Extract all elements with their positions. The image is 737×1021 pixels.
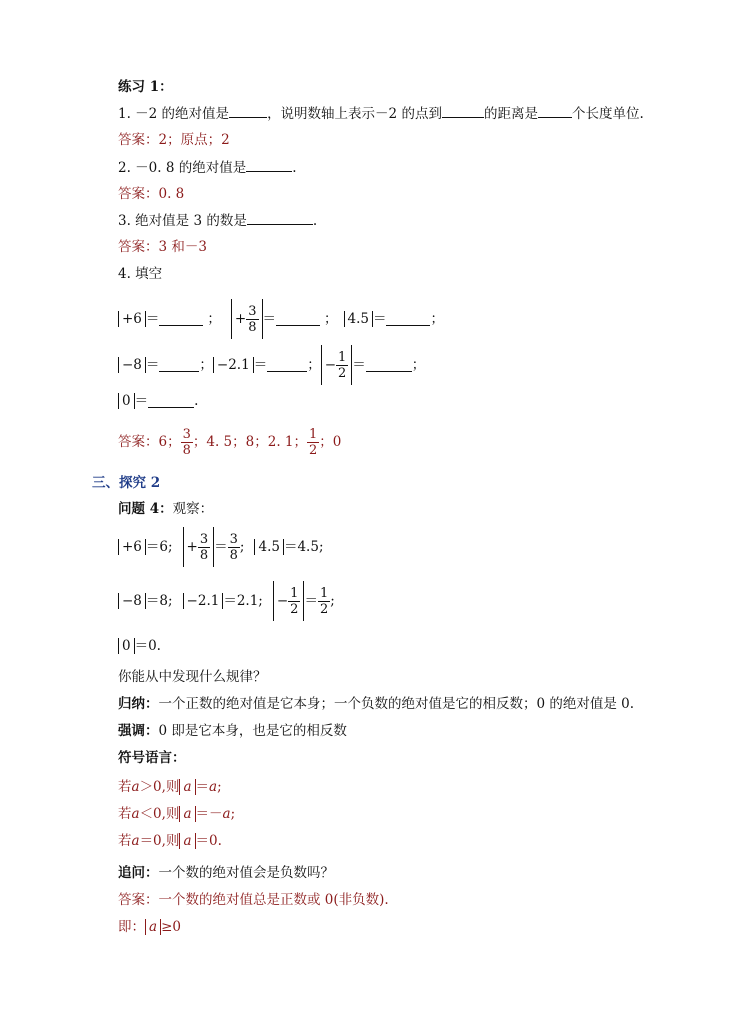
observe-value-4: 8; — [159, 593, 173, 609]
var-a: a — [222, 806, 231, 822]
emphasis — [118, 722, 347, 740]
fill-blank-4 — [159, 358, 199, 372]
equals-sign: ＝ — [372, 311, 387, 327]
semicolon: ； — [430, 311, 444, 327]
q1-text-d: 个长度单位. — [571, 106, 644, 122]
q2-period: . — [292, 160, 297, 176]
q3-text: 3. 绝对值是 3 的数是 — [118, 213, 247, 229]
fill-expr-3: 4.5 — [344, 311, 373, 327]
fill-blank-1 — [159, 312, 203, 326]
observe-expr-2 — [183, 527, 215, 567]
denominator: 2 — [309, 442, 318, 458]
symbol-rule-1 — [118, 778, 222, 796]
q2-text: 2. －0. 8 的绝对值是 — [118, 160, 247, 176]
q2-blank — [246, 158, 292, 172]
fraction — [198, 532, 210, 563]
denominator: 8 — [199, 547, 209, 563]
fill-blank-3 — [386, 312, 430, 326]
summary — [118, 695, 634, 713]
symbol-rule-2 — [118, 805, 235, 823]
equals-sign: ＝ — [134, 638, 149, 654]
observe-expr-1: +6 — [118, 539, 146, 555]
fill-expr-6 — [321, 345, 353, 385]
condition: ＝0,则 — [139, 833, 180, 849]
denominator: 2 — [290, 601, 299, 617]
question-2 — [118, 158, 297, 177]
q1-text-c: 的距离是 — [483, 106, 538, 122]
observe-value-6 — [318, 586, 330, 617]
equals-sign: ＝ — [223, 593, 237, 609]
fill-row-1 — [118, 296, 444, 342]
problem-text: 观察： — [172, 501, 214, 517]
sign: − — [324, 357, 336, 373]
therefore-label: 即： — [118, 919, 145, 935]
q1-blank-1 — [229, 104, 267, 118]
denominator: 2 — [319, 601, 329, 617]
period: . — [194, 393, 199, 409]
answer-1: 答案：2；原点；2 — [118, 132, 230, 148]
numerator: 3 — [199, 531, 209, 547]
observe-value-1: 6; — [159, 539, 173, 555]
q1-blank-3 — [538, 104, 572, 118]
var-a: a — [131, 779, 140, 795]
question-text: 你能从中发现什么规律？ — [118, 669, 267, 685]
question-4: 4. 填空 — [118, 266, 163, 282]
equals-neg: ＝－ — [195, 806, 223, 822]
observe-expr-6 — [273, 581, 305, 621]
emphasis-label: 强调： — [118, 723, 159, 739]
numerator: 3 — [248, 303, 257, 319]
var-a: a — [131, 833, 140, 849]
equals-sign: ＝ — [195, 779, 210, 795]
observe-value-2 — [228, 532, 240, 563]
var-a: a — [183, 806, 192, 822]
problem-label: 问题 4： — [118, 501, 173, 517]
summary-label: 归纳： — [118, 696, 159, 712]
fraction — [336, 350, 348, 381]
if-word: 若 — [118, 779, 132, 795]
fill-expr-1: +6 — [118, 311, 146, 327]
problem-4 — [118, 500, 213, 518]
equals-sign: ＝ — [352, 357, 366, 373]
answer-4 — [118, 420, 341, 464]
equals-sign: ＝ — [145, 539, 160, 555]
var-a: a — [149, 919, 158, 935]
fraction — [288, 586, 300, 617]
abs-a — [179, 779, 195, 795]
fill-row-3 — [118, 392, 198, 410]
observe-value-5: 2.1; — [236, 593, 263, 609]
symbol-language-label: 符号语言： — [118, 750, 186, 766]
sign: + — [186, 539, 198, 555]
observe-value-3: 4.5; — [297, 539, 324, 555]
numerator: 1 — [319, 585, 329, 601]
equals-sign: ＝ — [214, 539, 228, 555]
observe-row-2: −8 ＝ 8; −2.1 ＝ 2.1; − $\frac{1}{2}$ ＝ $\frac{1}{2}$ ; — [118, 578, 335, 624]
sign: + — [234, 311, 247, 327]
answer-4-label: 答案：6； — [118, 434, 181, 450]
semicolon: ； — [411, 357, 426, 373]
equals-zero: ＝0. — [195, 833, 222, 849]
answer-4-fraction-2 — [307, 427, 319, 458]
semicolon: ; — [230, 806, 236, 822]
question-1 — [118, 104, 644, 123]
observe-expr-3: 4.5 — [254, 539, 283, 555]
q3-period: . — [312, 213, 318, 229]
var-a: a — [183, 833, 192, 849]
numerator: 1 — [290, 585, 299, 601]
observe-expr-4: −8 — [118, 593, 146, 609]
numerator: 3 — [182, 426, 191, 442]
fill-blank-6 — [366, 358, 412, 372]
question-3 — [118, 211, 317, 230]
semicolon: ； — [199, 357, 213, 373]
condition: ＜0,则 — [139, 806, 180, 822]
nonnegative-relation: ≥0 — [161, 919, 181, 935]
abs-a — [179, 833, 195, 849]
q1-text-b: ，说明数轴上表示－2 的点到 — [267, 106, 442, 122]
fill-row-2 — [118, 342, 425, 388]
equals-sign: ＝ — [304, 593, 318, 609]
observe-value-7: 0. — [148, 638, 161, 654]
therefore-line — [118, 918, 181, 936]
fill-expr-2 — [231, 299, 263, 339]
follow-up-answer: 答案：一个数的绝对值总是正数或 0(非负数). — [118, 892, 389, 908]
equals-sign: ＝ — [145, 311, 160, 327]
symbol-rule-3 — [118, 832, 222, 850]
fill-expr-7: 0 — [118, 393, 135, 409]
numerator: 1 — [309, 426, 318, 442]
observe-expr-5: −2.1 — [183, 593, 224, 609]
numerator: 3 — [229, 531, 238, 547]
equals-sign: ＝ — [283, 539, 298, 555]
denominator: 8 — [229, 547, 238, 563]
follow-up-label: 追问： — [118, 865, 159, 881]
equals-sign: ＝ — [253, 357, 268, 373]
denominator: 8 — [248, 319, 257, 335]
equals-sign: ＝ — [262, 311, 276, 327]
answer-4-middle: ；4. 5；8；2. 1； — [192, 434, 307, 450]
follow-up — [118, 864, 334, 882]
follow-up-text: 一个数的绝对值会是负数吗？ — [158, 865, 334, 881]
observe-expr-7: 0 — [118, 638, 135, 654]
equals-sign: ＝ — [145, 593, 160, 609]
fraction — [246, 304, 258, 335]
q3-blank — [247, 211, 313, 225]
observe-row-1: +6 ＝ 6; + $\frac{3}{8}$ ＝ $\frac{3}{8}$ ; 4.5 ＝ 4.5; — [118, 524, 324, 570]
equals-sign: ＝ — [145, 357, 160, 373]
var-a: a — [183, 779, 192, 795]
q1-blank-2 — [442, 104, 484, 118]
semicolon: ; — [217, 779, 222, 795]
var-a: a — [209, 779, 218, 795]
var-a: a — [131, 806, 140, 822]
fill-blank-2 — [276, 312, 320, 326]
q1-text-a: 1. －2 的绝对值是 — [118, 106, 230, 122]
semicolon: ； — [207, 311, 221, 327]
fill-expr-4: −8 — [118, 357, 146, 373]
fill-expr-5: −2.1 — [213, 357, 254, 373]
denominator: 8 — [182, 442, 191, 458]
answer-2: 答案：0. 8 — [118, 186, 185, 202]
abs-a — [145, 919, 161, 935]
condition: ＞0,则 — [139, 779, 180, 795]
section-heading: 三、探究 2 — [92, 475, 161, 491]
semicolon: ； — [324, 311, 338, 327]
answer-3: 答案：3 和－3 — [118, 239, 207, 255]
sign: − — [276, 593, 289, 609]
fill-blank-7 — [148, 394, 194, 408]
emphasis-text: 0 即是它本身，也是它的相反数 — [158, 723, 347, 739]
observe-row-3 — [118, 637, 161, 655]
answer-4-end: ；0 — [319, 434, 342, 450]
answer-4-fraction-1 — [181, 427, 193, 458]
denominator: 2 — [338, 365, 347, 381]
numerator: 1 — [338, 349, 347, 365]
abs-a — [179, 806, 195, 822]
semicolon: ； — [307, 357, 321, 373]
fill-blank-5 — [267, 358, 307, 372]
practice-title: 练习 1： — [118, 79, 173, 95]
if-word: 若 — [118, 833, 132, 849]
summary-text: 一个正数的绝对值是它本身；一个负数的绝对值是它的相反数；0 的绝对值是 0. — [158, 696, 635, 712]
equals-sign: ＝ — [134, 393, 149, 409]
if-word: 若 — [118, 806, 132, 822]
